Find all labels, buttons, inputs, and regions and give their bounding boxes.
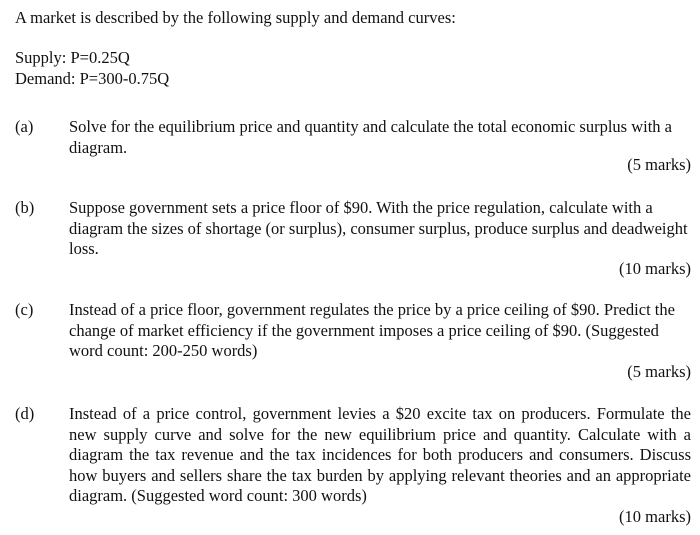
question-b-text: Suppose government sets a price floor of $90. With the price regulation, calculate with a diagram the sizes of shortage (or surplus), consumer surplus, produce surplus and deadweight loss. — [69, 198, 688, 258]
question-c-marks: (5 marks) — [627, 362, 691, 381]
question-d-label: (d) — [15, 404, 35, 423]
question-a-marks: (5 marks) — [627, 155, 691, 174]
question-a-label: (a) — [15, 117, 34, 136]
question-a-text: Solve for the equilibrium price and quantity and calculate the total economic surplus with a diagram. — [69, 117, 672, 157]
question-d-text: Instead of a price control, government levies a $20 excite tax on producers. Formulate the new supply curve and solve for the new equilibrium price and quantity. Calculate with a diagram the tax revenue and the tax incidences for both producers and consumers. Discuss how buyers and sellers share the tax burden by applying relevant theories and an appropriate diagram. (Suggested word count: 300 words) — [69, 404, 691, 505]
question-c-label: (c) — [15, 300, 34, 319]
question-d-marks: (10 marks) — [619, 507, 691, 526]
question-b-marks: (10 marks) — [619, 259, 691, 278]
supply-equation: Supply: P=0.25Q — [15, 48, 130, 67]
intro-text: A market is described by the following supply and demand curves: — [15, 8, 456, 27]
question-b-label: (b) — [15, 198, 35, 217]
question-c-text: Instead of a price floor, government regulates the price by a price ceiling of $90. Predict the change of market efficiency if the government imposes a price ceiling of $90. (Suggested word count: 200-250 words) — [69, 300, 675, 360]
demand-equation: Demand: P=300-0.75Q — [15, 69, 170, 88]
